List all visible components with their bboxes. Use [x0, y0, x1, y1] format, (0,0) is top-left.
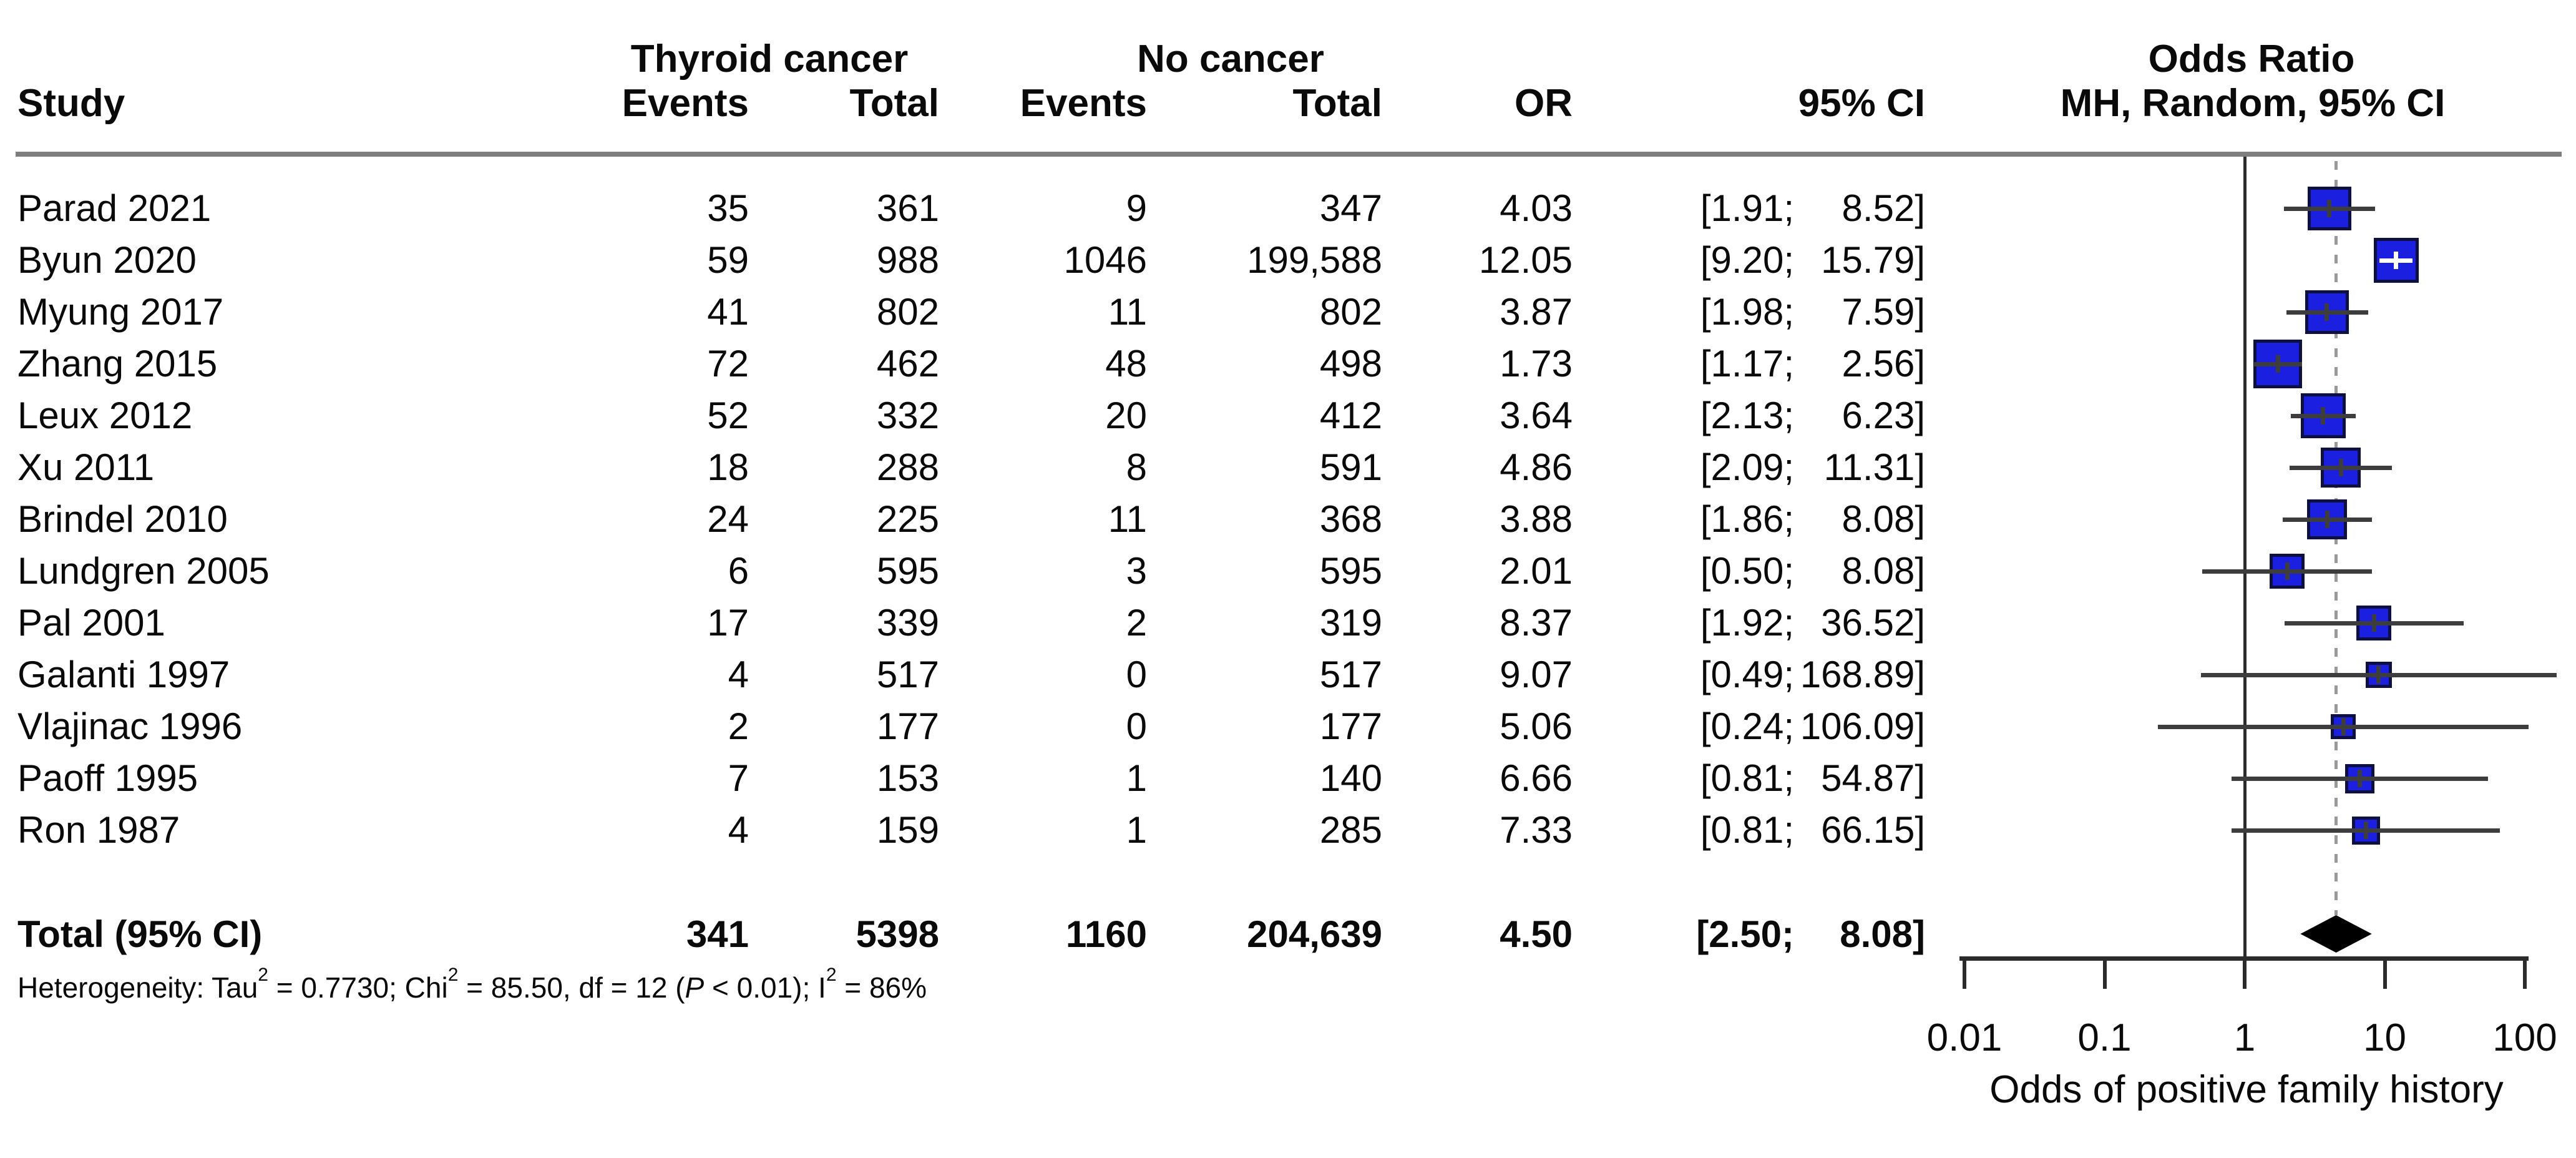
- ci-lo-value: [0.81;: [1700, 809, 1794, 851]
- ci-lo-value: [1.86;: [1700, 498, 1794, 540]
- total-control-value: 140: [1319, 757, 1382, 799]
- group-header-thyroid-cancer: Thyroid cancer: [630, 37, 909, 81]
- total-control-value: 204,639: [1247, 913, 1382, 955]
- column-header-study: Study: [17, 82, 125, 125]
- events-control-value: 0: [1126, 654, 1147, 695]
- events-cancer-value: 24: [707, 498, 749, 540]
- ci-hi-value: 15.79]: [1821, 239, 1925, 281]
- events-control-value: 1046: [1063, 239, 1147, 281]
- total-cancer-value: 517: [876, 654, 939, 695]
- x-axis-tick: [1963, 956, 1966, 989]
- study-name: Parad 2021: [17, 187, 212, 229]
- group-header-no-cancer: No cancer: [1137, 37, 1324, 81]
- events-control-value: 8: [1126, 446, 1147, 488]
- ci-hi-value: 54.87]: [1821, 757, 1925, 799]
- total-cancer-value: 595: [876, 550, 939, 592]
- total-cancer-value: 5398: [856, 913, 939, 955]
- ci-lo-value: [2.09;: [1700, 446, 1794, 488]
- total-cancer-value: 802: [876, 291, 939, 333]
- or-value: 9.07: [1500, 654, 1573, 695]
- total-control-value: 199,588: [1247, 239, 1382, 281]
- ci-hi-value: 2.56]: [1842, 343, 1925, 385]
- ci-hi-value: 8.08]: [1842, 550, 1925, 592]
- or-tick: [2394, 252, 2398, 269]
- x-axis-tick: [2103, 956, 2107, 989]
- column-header-total-cancer: Total: [849, 82, 939, 125]
- or-value: 1.73: [1500, 343, 1573, 385]
- or-value: 4.86: [1500, 446, 1573, 488]
- x-axis-tick-label: 0.01: [1926, 1016, 2003, 1059]
- total-control-value: 595: [1319, 550, 1382, 592]
- ci-lo-value: [2.13;: [1700, 395, 1794, 436]
- total-control-value: 412: [1319, 395, 1382, 436]
- or-tick: [2372, 614, 2376, 632]
- or-value: 4.03: [1500, 187, 1573, 229]
- study-name: Zhang 2015: [17, 343, 218, 385]
- pooled-diamond: [2300, 915, 2371, 953]
- total-cancer-value: 177: [876, 705, 939, 747]
- total-control-value: 591: [1319, 446, 1382, 488]
- heterogeneity-text-segment: < 0.01); I: [704, 971, 826, 1004]
- heterogeneity-text-segment: Heterogeneity: Tau: [17, 971, 258, 1004]
- ci-hi-value: 66.15]: [1821, 809, 1925, 851]
- ci-lo-value: [0.50;: [1700, 550, 1794, 592]
- total-cancer-value: 361: [876, 187, 939, 229]
- or-value: 2.01: [1500, 550, 1573, 592]
- or-tick: [2339, 459, 2343, 476]
- plot-header-model: MH, Random, 95% CI: [2060, 82, 2446, 125]
- column-header-events-cancer: Events: [622, 82, 749, 125]
- superscript-2: 2: [258, 964, 268, 985]
- or-value: 4.50: [1500, 913, 1573, 955]
- or-tick: [2321, 407, 2325, 424]
- events-cancer-value: 35: [707, 187, 749, 229]
- total-cancer-value: 153: [876, 757, 939, 799]
- study-name: Leux 2012: [17, 395, 193, 436]
- ci-lo-value: [0.49;: [1700, 654, 1794, 695]
- or-value: 8.37: [1500, 602, 1573, 644]
- events-control-value: 9: [1126, 187, 1147, 229]
- header-rule: [16, 152, 2562, 157]
- ci-lo-value: [2.50;: [1696, 913, 1794, 955]
- or-value: 3.64: [1500, 395, 1573, 436]
- or-value: 6.66: [1500, 757, 1573, 799]
- x-axis-tick-label: 1: [2233, 1016, 2256, 1059]
- x-axis-tick-label: 10: [2363, 1016, 2406, 1059]
- ci-hi-value: 11.31]: [1823, 446, 1925, 488]
- study-name: Vlajinac 1996: [17, 705, 243, 747]
- total-control-value: 802: [1319, 291, 1382, 333]
- total-control-value: 517: [1319, 654, 1382, 695]
- ci-hi-value: 36.52]: [1821, 602, 1925, 644]
- ci-hi-value: 7.59]: [1842, 291, 1925, 333]
- total-control-value: 285: [1319, 809, 1382, 851]
- events-cancer-value: 52: [707, 395, 749, 436]
- x-axis-title: Odds of positive family history: [1989, 1068, 2504, 1111]
- events-cancer-value: 41: [707, 291, 749, 333]
- or-value: 7.33: [1500, 809, 1573, 851]
- events-cancer-value: 7: [728, 757, 749, 799]
- or-value: 12.05: [1478, 239, 1573, 281]
- events-control-value: 48: [1105, 343, 1147, 385]
- or-value: 5.06: [1500, 705, 1573, 747]
- total-cancer-value: 339: [876, 602, 939, 644]
- or-tick: [2364, 822, 2368, 839]
- total-control-value: 368: [1319, 498, 1382, 540]
- heterogeneity-text-segment: P: [685, 971, 705, 1004]
- total-cancer-value: 332: [876, 395, 939, 436]
- plot-header-odds-ratio: Odds Ratio: [2148, 37, 2355, 81]
- ci-lo-value: [1.17;: [1700, 343, 1794, 385]
- or-value: 3.87: [1500, 291, 1573, 333]
- total-cancer-value: 288: [876, 446, 939, 488]
- heterogeneity-text-segment: = 85.50, df = 12 (: [458, 971, 685, 1004]
- study-name: Myung 2017: [17, 291, 224, 333]
- x-axis-tick-label: 100: [2492, 1016, 2557, 1059]
- study-name: Total (95% CI): [17, 913, 263, 955]
- events-cancer-value: 6: [728, 550, 749, 592]
- total-control-value: 347: [1319, 187, 1382, 229]
- x-axis-tick-label: 0.1: [2077, 1016, 2132, 1059]
- ci-lo-value: [1.92;: [1700, 602, 1794, 644]
- study-name: Paoff 1995: [17, 757, 198, 799]
- ci-hi-value: 8.08]: [1840, 913, 1925, 955]
- events-control-value: 11: [1108, 498, 1147, 540]
- study-name: Byun 2020: [17, 239, 197, 281]
- total-control-value: 319: [1319, 602, 1382, 644]
- ci-lo-value: [1.98;: [1700, 291, 1794, 333]
- events-control-value: 1: [1126, 757, 1147, 799]
- study-name: Lundgren 2005: [17, 550, 270, 592]
- column-header-total-control: Total: [1292, 82, 1382, 125]
- total-cancer-value: 462: [876, 343, 939, 385]
- ci-hi-value: 8.08]: [1842, 498, 1925, 540]
- total-control-value: 498: [1319, 343, 1382, 385]
- x-axis-tick: [2383, 956, 2387, 989]
- events-cancer-value: 59: [707, 239, 749, 281]
- ci-hi-value: 8.52]: [1842, 187, 1925, 229]
- x-axis-tick: [2523, 956, 2527, 989]
- or-tick: [2327, 200, 2331, 217]
- total-cancer-value: 988: [876, 239, 939, 281]
- study-name: Xu 2011: [17, 446, 155, 488]
- study-name: Brindel 2010: [17, 498, 228, 540]
- events-cancer-value: 341: [686, 913, 749, 955]
- events-control-value: 1: [1126, 809, 1147, 851]
- total-cancer-value: 225: [876, 498, 939, 540]
- events-control-value: 3: [1126, 550, 1147, 592]
- events-control-value: 0: [1126, 705, 1147, 747]
- heterogeneity-text-segment: = 0.7730; Chi: [268, 971, 448, 1004]
- events-cancer-value: 72: [707, 343, 749, 385]
- column-header-events-control: Events: [1020, 82, 1147, 125]
- ci-hi-value: 168.89]: [1800, 654, 1925, 695]
- ci-lo-value: [0.81;: [1700, 757, 1794, 799]
- or-value: 3.88: [1500, 498, 1573, 540]
- column-header-ci: 95% CI: [1798, 82, 1925, 125]
- or-tick: [2341, 718, 2346, 735]
- or-tick: [2325, 511, 2330, 528]
- superscript-2: 2: [447, 964, 459, 985]
- reference-line-or1: [2243, 157, 2247, 956]
- events-cancer-value: 2: [728, 705, 749, 747]
- study-name: Galanti 1997: [17, 654, 230, 695]
- heterogeneity-text-segment: = 86%: [836, 971, 927, 1004]
- events-control-value: 2: [1126, 602, 1147, 644]
- ci-hi-value: 106.09]: [1800, 705, 1925, 747]
- x-axis-tick: [2243, 956, 2247, 989]
- study-name: Pal 2001: [17, 602, 165, 644]
- events-cancer-value: 17: [707, 602, 749, 644]
- events-cancer-value: 4: [728, 654, 749, 695]
- total-control-value: 177: [1319, 705, 1382, 747]
- events-control-value: 1160: [1065, 913, 1147, 955]
- or-tick: [2285, 562, 2290, 580]
- ci-hi-value: 6.23]: [1842, 395, 1925, 436]
- ci-lo-value: [9.20;: [1700, 239, 1794, 281]
- or-tick: [2325, 303, 2329, 321]
- ci-lo-value: [0.24;: [1700, 705, 1794, 747]
- or-tick: [2358, 770, 2362, 787]
- superscript-2: 2: [826, 964, 837, 985]
- ci-lo-value: [1.91;: [1700, 187, 1794, 229]
- or-tick: [2276, 355, 2280, 373]
- events-cancer-value: 18: [707, 446, 749, 488]
- events-control-value: 20: [1105, 395, 1147, 436]
- study-name: Ron 1987: [17, 809, 180, 851]
- events-cancer-value: 4: [728, 809, 749, 851]
- events-control-value: 11: [1108, 291, 1147, 333]
- total-cancer-value: 159: [876, 809, 939, 851]
- heterogeneity-note: [17, 961, 1640, 1014]
- or-tick: [2376, 666, 2381, 684]
- column-header-or: OR: [1515, 82, 1573, 125]
